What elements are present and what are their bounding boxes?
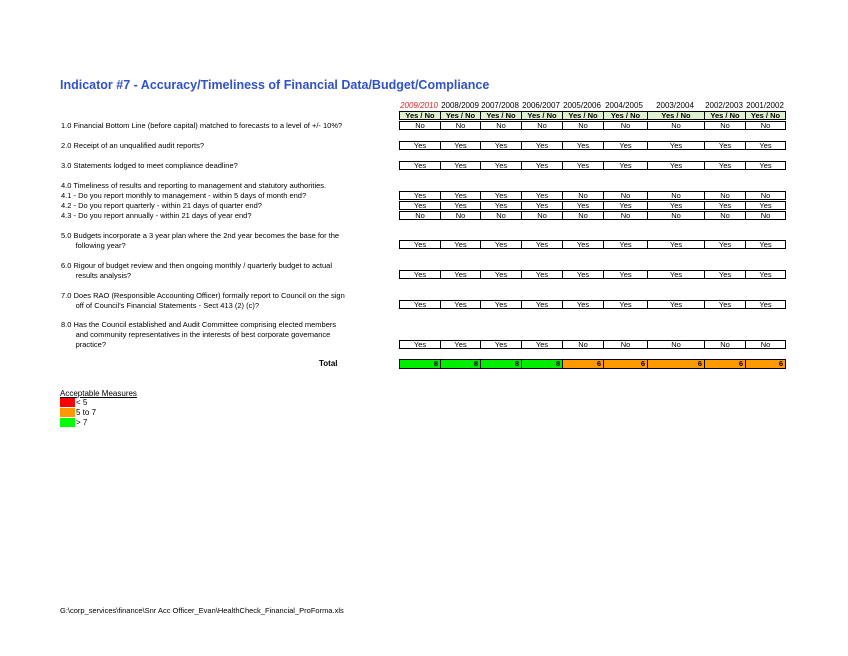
legend-swatch-red [60, 398, 75, 407]
answer-cell: Yes [480, 240, 522, 249]
total-cell: 8 [521, 359, 563, 369]
answer-cell: Yes [603, 141, 648, 150]
answer-cell: Yes [440, 161, 481, 170]
total-cell: 6 [745, 359, 786, 369]
answer-cell: No [440, 211, 481, 220]
answer-cell: No [704, 191, 746, 200]
total-cell: 6 [562, 359, 604, 369]
answer-cell: Yes [399, 300, 441, 309]
answer-cell: No [603, 211, 648, 220]
answer-cell: Yes [399, 240, 441, 249]
answer-cell: Yes [647, 161, 705, 170]
total-label: Total [319, 359, 338, 368]
answer-cell: Yes [562, 300, 604, 309]
question-text: 4.3 - Do you report annually - within 21 days of year end? [61, 211, 252, 220]
answer-cell: No [603, 340, 648, 349]
answer-cell: Yes [480, 141, 522, 150]
year-header: 2003/2004 [656, 101, 694, 110]
answer-cell: Yes [704, 201, 746, 210]
total-cell: 8 [440, 359, 481, 369]
answer-cell: No [647, 121, 705, 130]
answer-cell: No [745, 121, 786, 130]
legend-label-high: > 7 [76, 418, 88, 427]
answer-cell: No [399, 211, 441, 220]
answer-cell: Yes [399, 270, 441, 279]
answer-cell: Yes [440, 300, 481, 309]
year-header: 2001/2002 [746, 101, 784, 110]
question-text-cont: practice? [61, 340, 107, 349]
answer-cell: Yes [704, 300, 746, 309]
answer-cell: No [562, 211, 604, 220]
answer-cell: Yes [521, 300, 563, 309]
answer-cell: Yes [745, 161, 786, 170]
year-header: 2007/2008 [481, 101, 519, 110]
answer-cell: Yes [603, 201, 648, 210]
year-header: 2002/2003 [705, 101, 743, 110]
answer-cell: No [745, 191, 786, 200]
answer-cell: Yes [440, 240, 481, 249]
answer-cell: No [399, 121, 441, 130]
answer-cell: Yes [603, 161, 648, 170]
answer-cell: Yes [745, 201, 786, 210]
answer-cell: Yes [480, 340, 522, 349]
answer-cell: Yes [603, 240, 648, 249]
year-header: 2009/2010 [400, 101, 438, 110]
answer-cell: No [603, 191, 648, 200]
question-text: 3.0 Statements lodged to meet compliance deadline? [61, 161, 238, 170]
file-path-footer: G:\corp_services\finance\Snr Acc Officer_Evan\HealthCheck_Financial_ProForma.xls [60, 606, 344, 615]
question-text: 4.1 - Do you report monthly to management - within 5 days of month end? [61, 191, 307, 200]
answer-cell: No [480, 211, 522, 220]
answer-cell: Yes [704, 161, 746, 170]
question-text: 4.2 - Do you report quarterly - within 21 days of quarter end? [61, 201, 262, 210]
answer-cell: No [704, 211, 746, 220]
answer-cell: Yes [480, 201, 522, 210]
answer-cell: Yes [647, 270, 705, 279]
answer-cell: Yes [399, 141, 441, 150]
legend-title: Acceptable Measures [60, 389, 137, 398]
answer-cell: Yes [480, 161, 522, 170]
answer-cell: Yes [647, 300, 705, 309]
answer-cell: Yes [704, 270, 746, 279]
answer-cell: No [562, 340, 604, 349]
answer-cell: Yes [521, 161, 563, 170]
answer-cell: Yes [562, 161, 604, 170]
question-text-cont: following year? [61, 241, 126, 250]
answer-cell: Yes [603, 270, 648, 279]
answer-cell: No [647, 191, 705, 200]
answer-cell: Yes [745, 270, 786, 279]
question-text-cont: off of Council's Financial Statements - Sect 413 (2) (c)? [61, 301, 260, 310]
answer-cell: Yes [399, 340, 441, 349]
question-text: 8.0 Has the Council established and Audit Committee comprising elected members [61, 320, 337, 329]
year-header: 2004/2005 [605, 101, 643, 110]
total-cell: 6 [603, 359, 648, 369]
yes-no-header: Yes / No [647, 111, 705, 120]
answer-cell: No [603, 121, 648, 130]
answer-cell: Yes [440, 191, 481, 200]
yes-no-header: Yes / No [704, 111, 746, 120]
year-header: 2005/2006 [563, 101, 601, 110]
answer-cell: No [440, 121, 481, 130]
yes-no-header: Yes / No [562, 111, 604, 120]
yes-no-header: Yes / No [603, 111, 648, 120]
answer-cell: No [745, 211, 786, 220]
question-text: 4.0 Timeliness of results and reporting to management and statutory authorities. [61, 181, 327, 190]
answer-cell: Yes [440, 141, 481, 150]
total-cell: 6 [704, 359, 746, 369]
answer-cell: Yes [480, 270, 522, 279]
answer-cell: No [647, 211, 705, 220]
answer-cell: Yes [399, 191, 441, 200]
question-text: 6.0 Rigour of budget review and then ongoing monthly / quarterly budget to actual [61, 261, 333, 270]
total-cell: 6 [647, 359, 705, 369]
question-text: 7.0 Does RAO (Responsible Accounting Officer) formally report to Council on the sign [61, 291, 345, 300]
answer-cell: Yes [562, 240, 604, 249]
answer-cell: Yes [399, 201, 441, 210]
answer-cell: Yes [440, 270, 481, 279]
legend-label-mid: 5 to 7 [76, 408, 97, 417]
answer-cell: Yes [562, 141, 604, 150]
legend-label-low: < 5 [76, 398, 88, 407]
answer-cell: Yes [480, 191, 522, 200]
answer-cell: Yes [647, 141, 705, 150]
answer-cell: Yes [521, 270, 563, 279]
answer-cell: Yes [562, 201, 604, 210]
question-text-cont: results analysis? [61, 271, 132, 280]
answer-cell: Yes [521, 201, 563, 210]
answer-cell: Yes [745, 300, 786, 309]
year-header: 2008/2009 [441, 101, 479, 110]
answer-cell: No [562, 121, 604, 130]
yes-no-header: Yes / No [440, 111, 481, 120]
answer-cell: No [480, 121, 522, 130]
answer-cell: Yes [704, 240, 746, 249]
answer-cell: Yes [440, 201, 481, 210]
answer-cell: No [704, 340, 746, 349]
year-header: 2006/2007 [522, 101, 560, 110]
answer-cell: Yes [521, 240, 563, 249]
answer-cell: Yes [704, 141, 746, 150]
yes-no-header: Yes / No [399, 111, 441, 120]
question-text: 1.0 Financial Bottom Line (before capital) matched to forecasts to a level of +/- 10%? [61, 121, 343, 130]
answer-cell: Yes [745, 240, 786, 249]
answer-cell: Yes [562, 270, 604, 279]
total-cell: 8 [480, 359, 522, 369]
yes-no-header: Yes / No [521, 111, 563, 120]
legend-swatch-green [60, 418, 75, 427]
answer-cell: No [521, 211, 563, 220]
answer-cell: Yes [440, 340, 481, 349]
total-cell: 8 [399, 359, 441, 369]
answer-cell: Yes [521, 340, 563, 349]
answer-cell: Yes [745, 141, 786, 150]
answer-cell: No [521, 121, 563, 130]
yes-no-header: Yes / No [480, 111, 522, 120]
answer-cell: No [647, 340, 705, 349]
question-text: 5.0 Budgets incorporate a 3 year plan where the 2nd year becomes the base for the [61, 231, 340, 240]
answer-cell: No [745, 340, 786, 349]
answer-cell: No [562, 191, 604, 200]
page-title: Indicator #7 - Accuracy/Timeliness of Financial Data/Budget/Compliance [60, 78, 490, 92]
question-text-cont: and community representatives in the interests of best corporate governance [61, 330, 331, 339]
answer-cell: Yes [480, 300, 522, 309]
legend-swatch-orange [60, 408, 75, 417]
question-text: 2.0 Receipt of an unqualified audit reports? [61, 141, 205, 150]
yes-no-header: Yes / No [745, 111, 786, 120]
answer-cell: Yes [521, 141, 563, 150]
answer-cell: Yes [603, 300, 648, 309]
answer-cell: Yes [399, 161, 441, 170]
answer-cell: Yes [647, 201, 705, 210]
answer-cell: Yes [521, 191, 563, 200]
answer-cell: Yes [647, 240, 705, 249]
answer-cell: No [704, 121, 746, 130]
